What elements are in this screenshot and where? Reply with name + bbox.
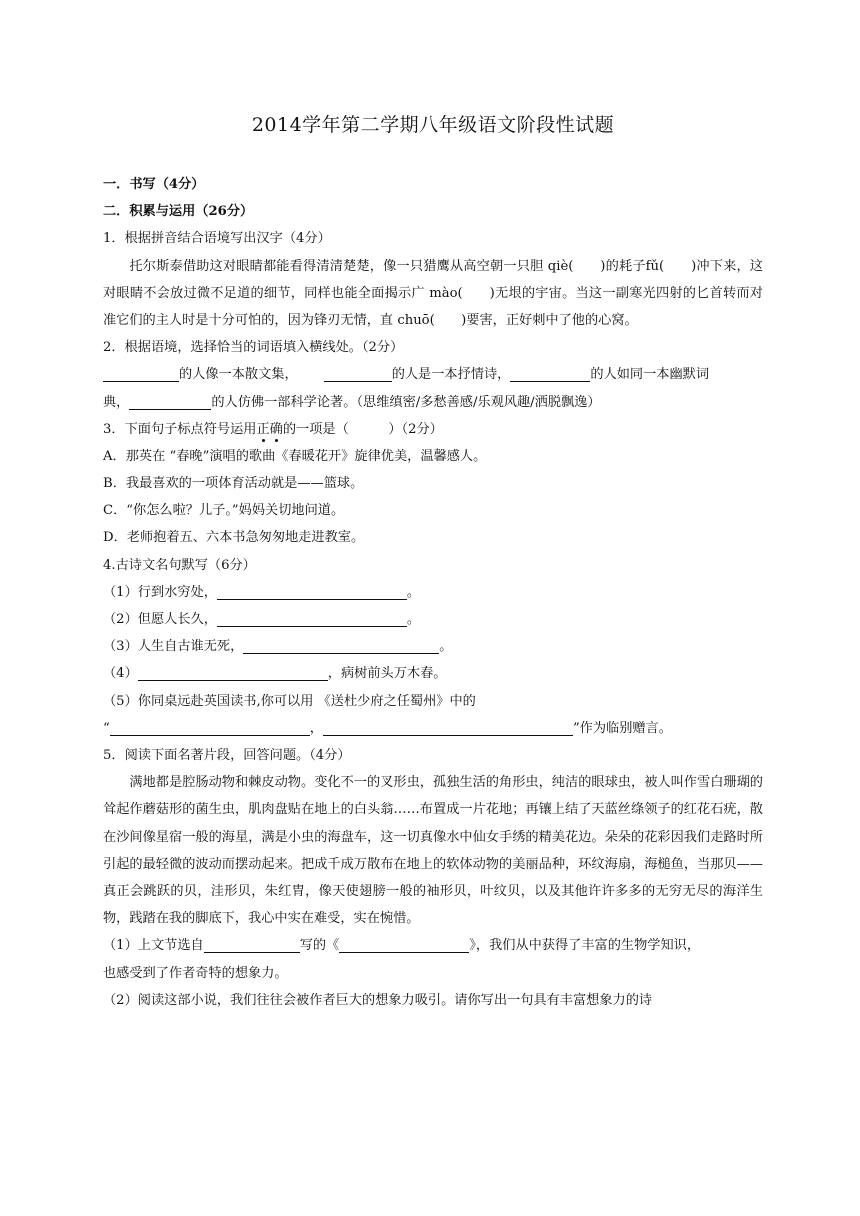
sub-question bbox=[103, 932, 763, 959]
question-heading: 1．根据拼音结合语境写出汉字（4分） bbox=[103, 231, 331, 247]
fill-text: 的人仿佛一部科学论著。（思维缜密/多愁善感/乐观风趣/洒脱飘逸） bbox=[211, 394, 601, 410]
fill-text: 的人如同一本幽默词 bbox=[590, 367, 710, 383]
punct: ， bbox=[309, 720, 323, 736]
poem-line bbox=[103, 633, 763, 660]
punct: 。 bbox=[406, 584, 421, 600]
question-heading-text: 3．下面句子标点符号运用 bbox=[103, 421, 257, 437]
answer-blank[interactable] bbox=[323, 718, 573, 736]
question-heading bbox=[103, 416, 763, 443]
fill-text: 典， bbox=[103, 394, 130, 410]
sub-question-text: 写的《 bbox=[299, 938, 340, 954]
answer-blank[interactable] bbox=[217, 609, 407, 627]
poem-line bbox=[103, 606, 763, 633]
answer-blank[interactable] bbox=[324, 364, 392, 382]
poem-text: ，病树前头万木春。 bbox=[327, 666, 447, 682]
answer-blank[interactable] bbox=[339, 935, 469, 953]
fill-line bbox=[103, 361, 763, 388]
question-heading-text: 的一项是（ ）（2分） bbox=[282, 421, 443, 437]
punct: 。 bbox=[439, 639, 453, 655]
poem-text: （1）行到水穷处， bbox=[103, 584, 217, 600]
answer-blank[interactable] bbox=[243, 636, 439, 654]
poem-text: （3）人生自古谁无死， bbox=[103, 639, 244, 655]
answer-blank[interactable] bbox=[110, 718, 310, 736]
punct: “ bbox=[103, 720, 110, 736]
emphasis-char: 确 bbox=[269, 421, 283, 437]
answer-blank[interactable] bbox=[103, 364, 179, 382]
sub-question-text: 》，我们从中获得了丰富的生物学知识， bbox=[469, 938, 701, 954]
poem-line bbox=[103, 579, 763, 606]
choice-option[interactable]: B．我最喜欢的一项体育活动就是——篮球。 bbox=[103, 476, 364, 492]
exam-title: 2014学年第二学期八年级语文阶段性试题 bbox=[251, 114, 615, 136]
answer-blank[interactable] bbox=[510, 364, 590, 382]
fill-line bbox=[103, 389, 763, 416]
section-heading: 二．积累与运用（26分） bbox=[103, 204, 254, 220]
question-heading: 5．阅读下面名著片段，回答问题。（4分） bbox=[103, 747, 351, 763]
sub-question: 也感受到了作者奇特的想象力。 bbox=[103, 965, 288, 981]
punct: 。 bbox=[406, 612, 421, 628]
poem-text: ”作为临别赠言。 bbox=[572, 720, 672, 736]
fill-text: 的人像一本散文集， bbox=[179, 367, 298, 383]
poem-line bbox=[103, 660, 763, 687]
emphasis-char: 正 bbox=[256, 421, 270, 437]
poem-line: （5）你同桌远赴英国读书,你可以用 《送杜少府之任蜀州》中的 bbox=[103, 693, 476, 709]
answer-blank[interactable] bbox=[204, 935, 300, 953]
reading-passage: 满地都是腔肠动物和棘皮动物。变化不一的叉形虫，孤独生活的角形虫，纯洁的眼球虫，被人叫作雪白珊瑚的耸起作蘑菇形的菌生虫，肌肉盘贴在地上的白头翁……布置成一片花地；再镶上结了天蓝丝绦领子的红花石疣，散在沙间像星宿一般的海星，满是小虫的海盘车，这一切真像水中仙女手绣的精美花边。朵朵的花彩因我们走路时所引起的最轻微的波动而摆动起来。把成千成万散布在地上的软体动物的美丽品种，环纹海扇，海槌鱼，当那贝——真正会跳跃的贝，洼形贝，朱红胄，像天使翅膀一般的袖形贝，叶纹贝，以及其他许许多多的无穷无尽的海洋生物，践踏在我的脚底下，我心中实在难受，实在惋惜。 bbox=[103, 775, 763, 927]
poem-line bbox=[103, 715, 763, 742]
section-heading: 一．书写（4分） bbox=[103, 177, 205, 192]
poem-text: （4） bbox=[103, 666, 138, 682]
sub-question: （2）阅读这部小说，我们往往会被作者巨大的想象力吸引。请你写出一句具有丰富想象力的诗 bbox=[103, 992, 653, 1008]
choice-option[interactable]: C．“你怎么啦？儿子。”妈妈关切地问道。 bbox=[103, 503, 345, 519]
answer-blank[interactable] bbox=[217, 582, 407, 600]
choice-option[interactable]: D．老师抱着五、六本书急匆匆地走进教室。 bbox=[103, 530, 365, 546]
poem-text: （2）但愿人长久， bbox=[103, 612, 217, 628]
question-passage: 托尔斯泰借助这对眼睛都能看得清清楚楚，像一只猎鹰从高空朝一只胆 qiè( )的耗子fǔ( )冲下来，这对眼睛不会放过微不足道的细节，同样也能全面揭示广 mào( )无垠的宇宙。当这一副寒光四射的匕首转而对准它们的主人时是十分可怕的，因为锋刃无情，直 chuō( )要害，正好刺中了他的心窝。 bbox=[103, 258, 763, 328]
choice-option[interactable]: A．那英在 “春晚”演唱的歌曲《春暖花开》旋律优美，温馨感人。 bbox=[103, 448, 487, 464]
exam-page bbox=[103, 110, 763, 1014]
question-heading: 4.古诗文名句默写（6分） bbox=[103, 557, 256, 573]
fill-text: 的人是一本抒情诗， bbox=[391, 367, 511, 383]
answer-blank[interactable] bbox=[129, 392, 211, 410]
answer-blank[interactable] bbox=[138, 663, 328, 681]
sub-question-text: （1）上文节选自 bbox=[103, 938, 204, 954]
question-heading: 2．根据语境，选择恰当的词语填入横线处。（2分） bbox=[103, 340, 404, 356]
